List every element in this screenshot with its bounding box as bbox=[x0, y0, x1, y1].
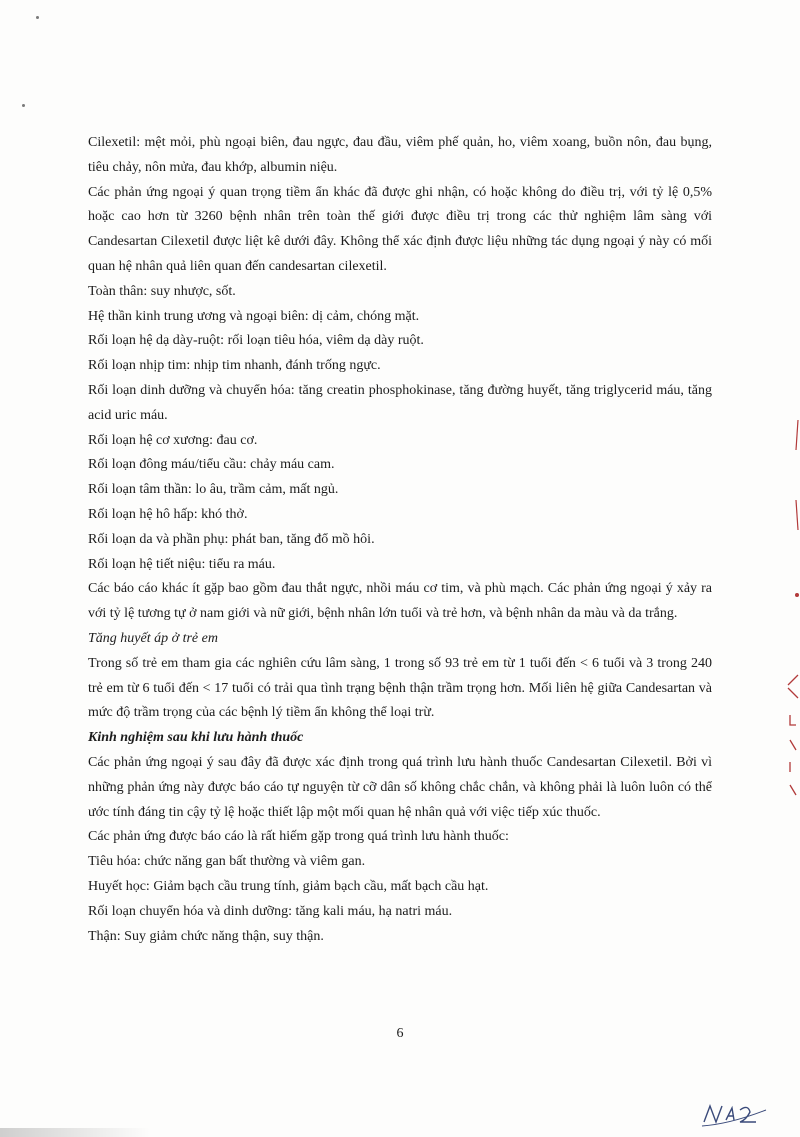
paragraph-6: Rối loạn dinh dưỡng và chuyển hóa: tăng creatin phosphokinase, tăng đường huyết, tăng triglycerid máu, tăng acid uric máu. bbox=[88, 382, 712, 423]
page-number: 6 bbox=[396, 1026, 404, 1041]
stamp-fragment-icon bbox=[782, 420, 800, 800]
paragraph-3: Hệ thần kinh trung ương và ngoại biên: dị cảm, chóng mặt. bbox=[88, 308, 420, 324]
paragraph-19: Tiêu hóa: chức năng gan bất thường và viêm gan. bbox=[88, 854, 366, 870]
paragraph-17: Các phản ứng ngoại ý sau đây đã được xác định trong quá trình lưu hành thuốc Candesartan Cilexetil. Bởi vì những phản ứng này được báo cáo tự nguyện từ cỡ dân số không chắc chắn, và không phải là luôn luôn có thể ước tính đáng tin cậy tỷ lệ hoặc thiết lập một mối quan hệ nhân quả với việc tiếp xúc thuốc. bbox=[88, 754, 712, 820]
scan-speck bbox=[22, 104, 25, 107]
paragraph-9: Rối loạn tâm thần: lo âu, trầm cảm, mất ngủ. bbox=[88, 482, 339, 498]
paragraph-8: Rối loạn đông máu/tiểu cầu: chảy máu cam. bbox=[88, 457, 335, 473]
subheading-pediatric-hypertension: Tăng huyết áp ở trẻ em bbox=[88, 630, 218, 646]
paragraph-15: Trong số trẻ em tham gia các nghiên cứu lâm sàng, 1 trong số 93 trẻ em từ 1 tuổi đến < 6 tuổi và 3 trong 240 trẻ em từ 6 tuổi đến < 17 tuổi có trải qua tình trạng bệnh thận trầm trọng hơn. Mối liên hệ giữa Candesartan và mức độ trầm trọng của các bệnh lý tiềm ẩn không thể loại trừ. bbox=[88, 655, 712, 721]
paragraph-13: Các báo cáo khác ít gặp bao gồm đau thắt ngực, nhồi máu cơ tim, và phù mạch. Các phản ứng ngoại ý xảy ra với tỷ lệ tương tự ở nam giới và nữ giới, bệnh nhân lớn tuổi và trẻ hơn, và bệnh nhân da màu và da trắng. bbox=[88, 581, 712, 622]
paragraph-0: Cilexetil: mệt mỏi, phù ngoại biên, đau ngực, đau đầu, viêm phế quản, ho, viêm xoang, buồn nôn, đau bụng, tiêu chảy, nôn mửa, đau khớp, albumin niệu. bbox=[88, 135, 712, 175]
paragraph-10: Rối loạn hệ hô hấp: khó thở. bbox=[88, 506, 248, 522]
paragraph-11: Rối loạn da và phần phụ: phát ban, tăng đổ mồ hôi. bbox=[88, 531, 375, 547]
subheading-post-marketing: Kinh nghiệm sau khi lưu hành thuốc bbox=[88, 730, 304, 746]
paragraph-4: Rối loạn hệ dạ dày-ruột: rối loạn tiêu hóa, viêm dạ dày ruột. bbox=[88, 333, 424, 349]
paragraph-22: Thận: Suy giảm chức năng thận, suy thận. bbox=[88, 928, 324, 944]
paragraph-18: Các phản ứng được báo cáo là rất hiếm gặp trong quá trình lưu hành thuốc: bbox=[88, 829, 509, 845]
handwritten-initials-icon bbox=[700, 1098, 770, 1128]
paragraph-20: Huyết học: Giảm bạch cầu trung tính, giảm bạch cầu, mất bạch cầu hạt. bbox=[88, 878, 489, 894]
paragraph-5: Rối loạn nhịp tim: nhịp tim nhanh, đánh trống ngực. bbox=[88, 358, 381, 374]
document-body bbox=[88, 131, 712, 949]
paragraph-7: Rối loạn hệ cơ xương: đau cơ. bbox=[88, 432, 258, 448]
scan-speck bbox=[36, 16, 39, 19]
paragraph-2: Toàn thân: suy nhược, sốt. bbox=[88, 283, 236, 299]
scan-edge-shadow bbox=[0, 1128, 150, 1137]
paragraph-12: Rối loạn hệ tiết niệu: tiểu ra máu. bbox=[88, 556, 276, 572]
paragraph-21: Rối loạn chuyển hóa và dinh dưỡng: tăng kali máu, hạ natri máu. bbox=[88, 903, 453, 919]
paragraph-1: Các phản ứng ngoại ý quan trọng tiềm ẩn khác đã được ghi nhận, có hoặc không do điều trị, với tỷ lệ 0,5% hoặc cao hơn từ 3260 bệnh nhân trên toàn thế giới được điều trị trong các thử nghiệm lâm sàng với Candesartan Cilexetil được liệt kê dưới đây. Không thể xác định được liệu những tác dụng ngoại ý này có mối quan hệ nhân quả liên quan đến candesartan cilexetil. bbox=[88, 184, 712, 274]
